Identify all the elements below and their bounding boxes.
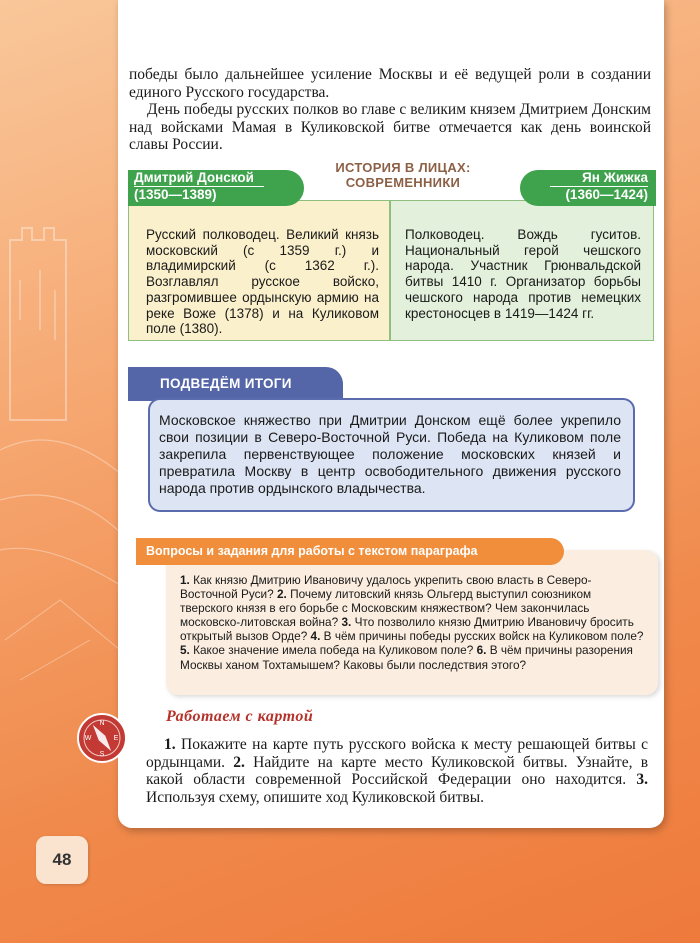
summary-text: Московское княжество при Дмитрии Донском ещё более укрепило свои позиции в Северо-Восточной Руси. Победа на Куликовом поле закрепила первенствующее положение московских князей и превратила Москву в центр освободительного движения русского народа против ордынского владычества. bbox=[148, 398, 635, 512]
question-text-6: В чём причины разорения Москвы ханом Тохтамышем? Каковы были последствия этого? bbox=[180, 643, 633, 672]
question-num-3: 3. bbox=[341, 615, 352, 630]
history-in-faces-title: ИСТОРИЯ В ЛИЦАХ: СОВРЕМЕННИКИ bbox=[335, 160, 471, 190]
summary-heading: ПОДВЕДЁМ ИТОГИ bbox=[128, 367, 343, 401]
question-num-1: 1. bbox=[180, 573, 190, 587]
person-right-years: (1360—1424) bbox=[550, 186, 648, 203]
compass-e-label: E bbox=[113, 735, 119, 742]
intro-paragraphs bbox=[129, 66, 651, 154]
person-tag-right bbox=[520, 170, 656, 206]
map-task-num-2: 2. bbox=[233, 753, 245, 771]
question-text-2: Почему литовский князь Ольгерд выступил союзником тверского князя в его борьбе с Московским княжеством? Чем закончилась московско-литовская война? bbox=[180, 587, 592, 630]
questions-heading: Вопросы и задания для работы с текстом параграфа bbox=[136, 538, 564, 565]
compass-n-label: N bbox=[99, 720, 105, 727]
question-num-2: 2. bbox=[276, 587, 287, 602]
map-task-num-3: 3. bbox=[636, 771, 648, 788]
person-right-bio: Полководец. Вождь гуситов. Национальный герой чешского народа. Участник Грюнвальдской битвы 1410 г. Организатор борьбы чешского народа против немецких крестоносцев в 1419—1424 гг. bbox=[390, 200, 654, 341]
map-work-tasks bbox=[146, 736, 648, 806]
textbook-page bbox=[118, 0, 664, 828]
question-num-5: 5. bbox=[180, 643, 190, 658]
page-number: 48 bbox=[36, 836, 88, 884]
map-work-title: Работаем с картой bbox=[166, 708, 314, 725]
question-text-4: В чём причины победы русских войск на Куликовом поле? bbox=[323, 629, 644, 644]
map-task-text-3: Используя схему, опишите ход Куликовской битвы. bbox=[146, 788, 484, 806]
question-num-4: 4. bbox=[310, 629, 321, 644]
question-num-6: 6. bbox=[476, 643, 487, 658]
question-text-3: Что позволило князю Дмитрию Ивановичу бросить открытый вызов Орде? bbox=[180, 615, 634, 644]
person-left-years: (1350—1389) bbox=[134, 186, 264, 203]
map-task-num-1: 1. bbox=[164, 736, 176, 753]
compass-s-label: S bbox=[99, 751, 105, 758]
map-task-text-1: Покажите на карте путь русского войска к месту решающей битвы с ордынцами. bbox=[146, 736, 648, 771]
person-left-name: Дмитрий Донской bbox=[134, 170, 254, 185]
compass-icon bbox=[76, 712, 128, 764]
person-left-bio: Русский полководец. Великий князь московский (с 1359 г.) и владимирский (с 1362 г.). Возглавлял русское войско, разгромившее ордынскую армию на реке Воже (1378) и на Куликовом поле (1380). bbox=[128, 200, 390, 341]
compass-w-label: W bbox=[84, 735, 92, 742]
questions-box bbox=[166, 550, 658, 695]
question-text-5: Какое значение имела победа на Куликовом поле? bbox=[193, 643, 474, 658]
intro-line-2: День победы русских полков во главе с великим князем Дмитрием Донским над войсками Мамая в Куликовской битве отмечается как день воинской славы России. bbox=[129, 101, 651, 153]
person-right-name: Ян Жижка bbox=[582, 170, 648, 185]
question-text-1: Как князю Дмитрию Ивановичу удалось укрепить свою власть в Северо-Восточной Руси? bbox=[180, 573, 592, 602]
map-task-text-2: Найдите на карте место Куликовской битвы. Узнайте, в какой области современной Российской Федерации оно находится. bbox=[146, 753, 649, 788]
intro-line-1: победы было дальнейшее усиление Москвы и её ведущей роли в создании единого Русского государства. bbox=[129, 66, 651, 101]
person-tag-left bbox=[128, 170, 304, 206]
